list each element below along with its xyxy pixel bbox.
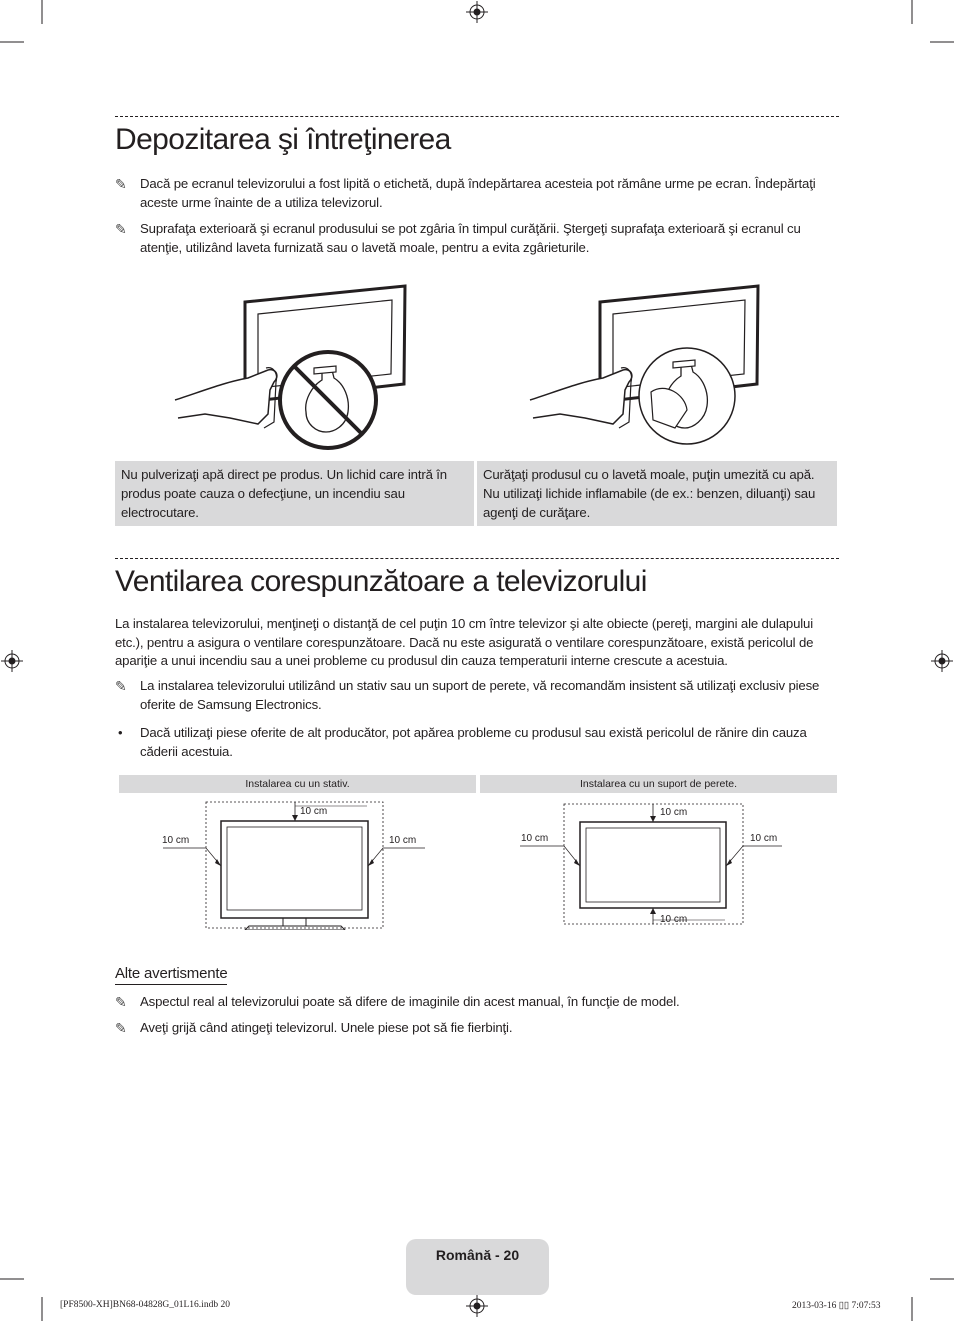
caption-warning: Nu pulverizaţi apă direct pe produs. Un lichid care intră în produs poate cauza o defecţiune, un incendiu sau electrocutare. [115, 461, 474, 526]
diagram-stand [119, 796, 476, 930]
note-text: Dacă pe ecranul televizorului a fost lipită o etichetă, după îndepărtarea acesteia pot rămâne urme pe ecran. Îndepărtaţi aceste urme înainte de a utiliza televizorul. [140, 176, 816, 210]
diagram-label-wall: Instalarea cu un suport de perete. [480, 775, 837, 793]
note-sticker [115, 175, 835, 212]
print-timestamp: 2013-03-16 ▯▯ 7:07:53 [792, 1301, 881, 1311]
section-title-storage: Depozitarea şi întreţinerea [115, 123, 451, 156]
page-number-tab [406, 1239, 549, 1295]
clearance-left-label: 10 cm [521, 833, 549, 844]
section-divider [115, 558, 839, 559]
clearance-top-label: 10 cm [660, 807, 688, 818]
caption-instruction: Curăţaţi produsul cu o lavetă moale, puţin umezită cu apă. Nu utilizaţi lichide inflamabile (de ex.: benzen, diluanţi) sau agenţi de curăţare. [477, 461, 837, 526]
note-samsung-parts [115, 677, 835, 714]
illustration-no-spray [170, 282, 410, 450]
note-text: Aveţi grijă când atingeţi televizorul. Unele piese pot să fie fierbinţi. [140, 1020, 513, 1035]
pencil-note-icon: ✎ [115, 1020, 127, 1036]
section-divider [115, 116, 839, 117]
subsection-title: Alte avertismente [115, 965, 227, 985]
pencil-note-icon: ✎ [115, 176, 127, 192]
note-text: Aspectul real al televizorului poate să difere de imaginile din acest manual, în funcţie de model. [140, 994, 680, 1009]
diagram-wall-mount [480, 796, 837, 930]
clearance-right-label: 10 cm [750, 833, 778, 844]
bullet-text: Dacă utilizaţi piese oferite de alt producător, pot apărea probleme cu produsul sau există pericolul de rănire din cauza căderii acestuia. [140, 725, 807, 759]
clearance-left-label: 10 cm [162, 835, 190, 846]
illustration-soft-cloth [525, 282, 765, 450]
diagram-label-stand: Instalarea cu un stativ. [119, 775, 476, 793]
pencil-note-icon: ✎ [115, 994, 127, 1010]
clearance-top-label: 10 cm [300, 806, 328, 817]
section-title-ventilation: Ventilarea corespunzătoare a televizorului [115, 565, 647, 598]
note-appearance [115, 993, 835, 1012]
bullet-icon: • [118, 725, 123, 740]
bullet-other-parts [115, 724, 835, 761]
note-text: La instalarea televizorului utilizând un stativ sau un suport de perete, vă recomandăm insistent să utilizaţi exclusiv piese oferite de Samsung Electronics. [140, 678, 820, 712]
clearance-right-label: 10 cm [389, 835, 417, 846]
note-text: Suprafaţa exterioară şi ecranul produsului se pot zgâria în timpul curăţării. Ştergeţi suprafaţa exterioară şi ecranul cu atenţie, utilizând laveta furnizată sau o lavetă moale, pentru a evita zgârieturile. [140, 221, 801, 255]
page-number: Română - 20 [435, 1247, 520, 1263]
file-info: [PF8500-XH]BN68-04828G_01L16.indb 20 [60, 1300, 230, 1310]
ventilation-paragraph: La instalarea televizorului, menţineţi o distanţă de cel puţin 10 cm între televizor şi alte obiecte (pereţi, margini ale dulapului etc.), pentru a asigura o ventilare corespunzătoare. Dacă nu este asigurată o ventilare corespunzătoare, există pericolul de apariţie a unui incendiu sau a unei probleme cu produsul din cauza temperaturii interne crescute a acestuia. [115, 616, 814, 669]
pencil-note-icon: ✎ [115, 678, 127, 694]
note-hot-parts [115, 1019, 835, 1038]
pencil-note-icon: ✎ [115, 221, 127, 237]
clearance-bottom-label: 10 cm [660, 914, 688, 925]
note-scratch [115, 220, 835, 257]
